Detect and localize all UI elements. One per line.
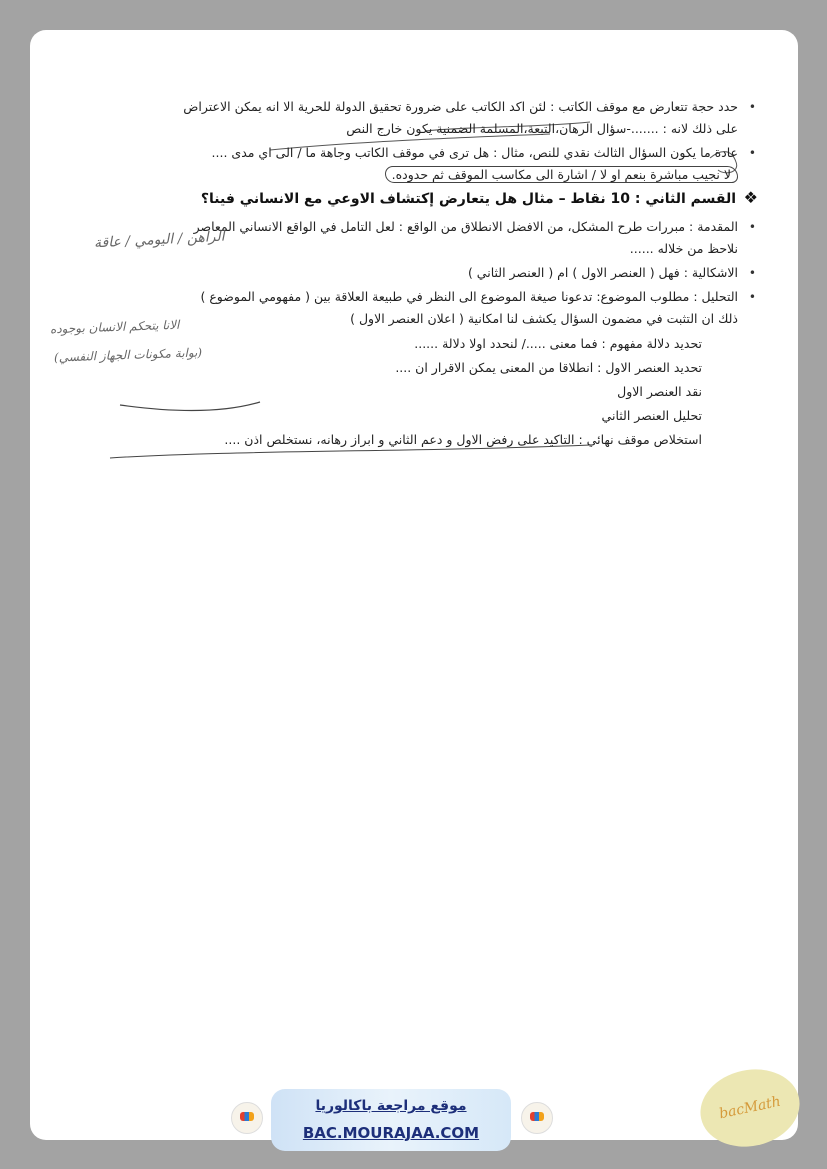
document-sheet [30, 30, 798, 1140]
bullet-icon: • [748, 220, 756, 234]
site-logo-icon [231, 1102, 263, 1134]
site-banner[interactable] [271, 1089, 511, 1151]
stamp-text: bacMath [717, 1093, 783, 1123]
diamond-bullet-icon: ❖ [743, 188, 758, 207]
paragraph-line: الاشكالية : فهل ( العنصر الاول ) ام ( العنصر الثاني ) [467, 265, 738, 280]
handwritten-note: الانا يتحكم الانسان بوجوده [49, 317, 180, 337]
bullet-icon: • [748, 100, 756, 114]
paragraph-line: عادة ما يكون السؤال الثالث نقدي للنص، مثال : هل ترى في موقف الكاتب وجاهة ما / الى اي مدى .... [211, 145, 738, 160]
analysis-step: نقد العنصر الاول [617, 384, 702, 399]
site-logo-icon [521, 1102, 553, 1134]
document-body [90, 96, 758, 453]
paragraph-line: حدد حجة تتعارض مع موقف الكاتب : لئن اكد الكاتب على ضرورة تحقيق الدولة للحرية الا انه يمكن الاعتراض [183, 99, 738, 114]
analysis-step: تحديد العنصر الاول : انطلاقا من المعنى يمكن الاقرار ان .... [395, 360, 702, 375]
site-name-arabic: موقع مراجعة باكالوريا [315, 1098, 467, 1114]
paragraph-line [90, 164, 738, 186]
list-item [90, 96, 758, 140]
list-item [90, 286, 758, 451]
analysis-step: تحديد دلالة مفهوم : فما معنى ...../ لنحدد اولا دلالة ...... [414, 336, 702, 351]
paragraph-line: على ذلك لانه : .......-سؤال الرهان،التبعة،المسلمة الضمنية يكون خارج النص [346, 121, 738, 136]
handwritten-note: (بوابة مكونات الجهاز النفسي) [53, 345, 203, 365]
section-heading [90, 188, 758, 210]
list-item [90, 262, 758, 284]
paragraph-line: التحليل : مطلوب الموضوع: تدعونا صيغة الموضوع الى النظر في طبيعة العلاقة بين ( مفهومي الموضوع ) [200, 289, 738, 304]
site-url-link[interactable]: BAC.MOURAJAA.COM [302, 1124, 480, 1142]
paragraph-line: المقدمة : مبررات طرح المشكل، من الافضل الانطلاق من الواقع : لعل التامل في الواقع الانساني المعاصر [193, 219, 738, 234]
bullet-icon: • [748, 266, 756, 280]
highlighted-phrase: لا نجيب مباشرة بنعم او لا / اشارة الى مكاسب الموقف ثم حدوده. [385, 166, 738, 183]
analysis-step: استخلاص موقف نهائي : التاكيد على رفض الاول و دعم الثاني و ابراز رهانه، نستخلص اذن .... [224, 432, 702, 447]
analysis-step: تحليل العنصر الثاني [601, 408, 702, 423]
paragraph-line: ذلك ان التثبت في مضمون السؤال يكشف لنا امكانية ( اعلان العنصر الاول ) [350, 311, 738, 326]
list-item [90, 142, 758, 186]
paragraph-line: نلاحظ من خلاله ...... [629, 241, 738, 256]
bullet-icon: • [748, 146, 756, 160]
section-title-text: القسم الثاني : 10 نقاط – مثال هل يتعارض إكتشاف الاوعي مع الانساني فينا؟ [200, 191, 736, 207]
handwritten-note: الراهن / اليومي / عاقة [93, 228, 225, 252]
bullet-icon: • [748, 290, 756, 304]
